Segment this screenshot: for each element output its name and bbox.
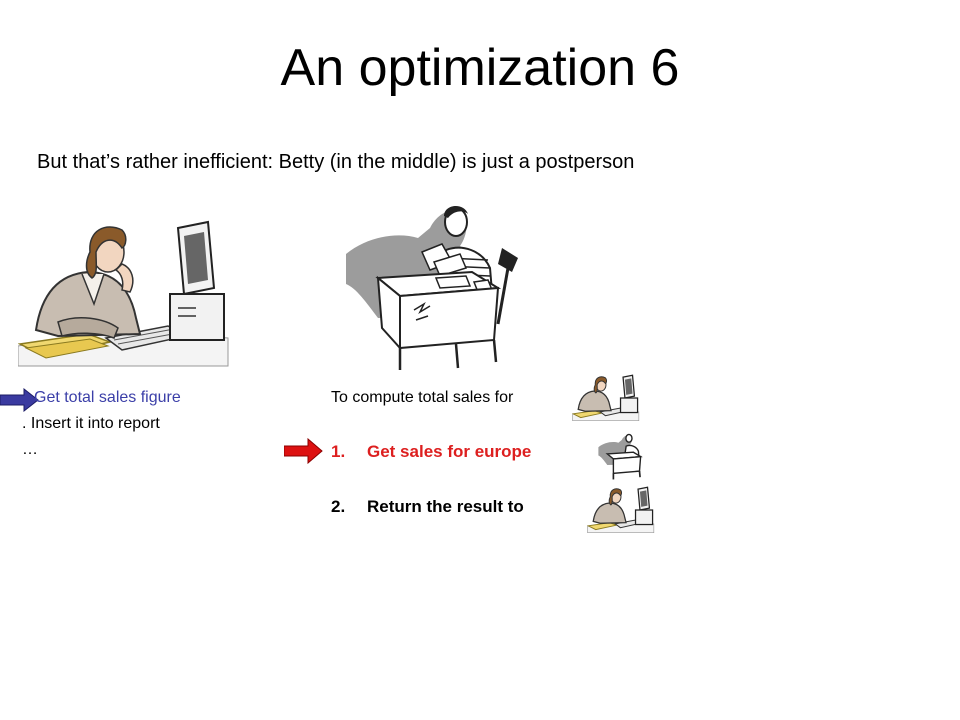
right-step-2-label: Return the result to (367, 497, 524, 516)
right-step-1-label: Get sales for europe (367, 442, 532, 461)
left-step-1: Get total sales figure (34, 389, 181, 406)
right-step-1-number: 1. (331, 442, 346, 461)
postperson-clipart (338, 192, 524, 372)
left-step-3: … (22, 441, 38, 458)
slide-subtitle: But that’s rather inefficient: Betty (in the middle) is just a postperson (37, 151, 635, 173)
right-intro: To compute total sales for (331, 389, 514, 406)
right-step-2-number: 2. (331, 497, 346, 516)
office-worker-clipart (572, 374, 640, 422)
postperson-clipart (596, 430, 648, 480)
slide-title: An optimization 6 (280, 39, 680, 97)
left-step-2: . Insert it into report (22, 415, 160, 432)
office-worker-clipart (587, 486, 655, 534)
pointer-arrow-icon (284, 438, 324, 464)
office-worker-clipart (18, 218, 230, 370)
right-step-1 (331, 440, 531, 464)
right-step-2 (331, 495, 524, 519)
